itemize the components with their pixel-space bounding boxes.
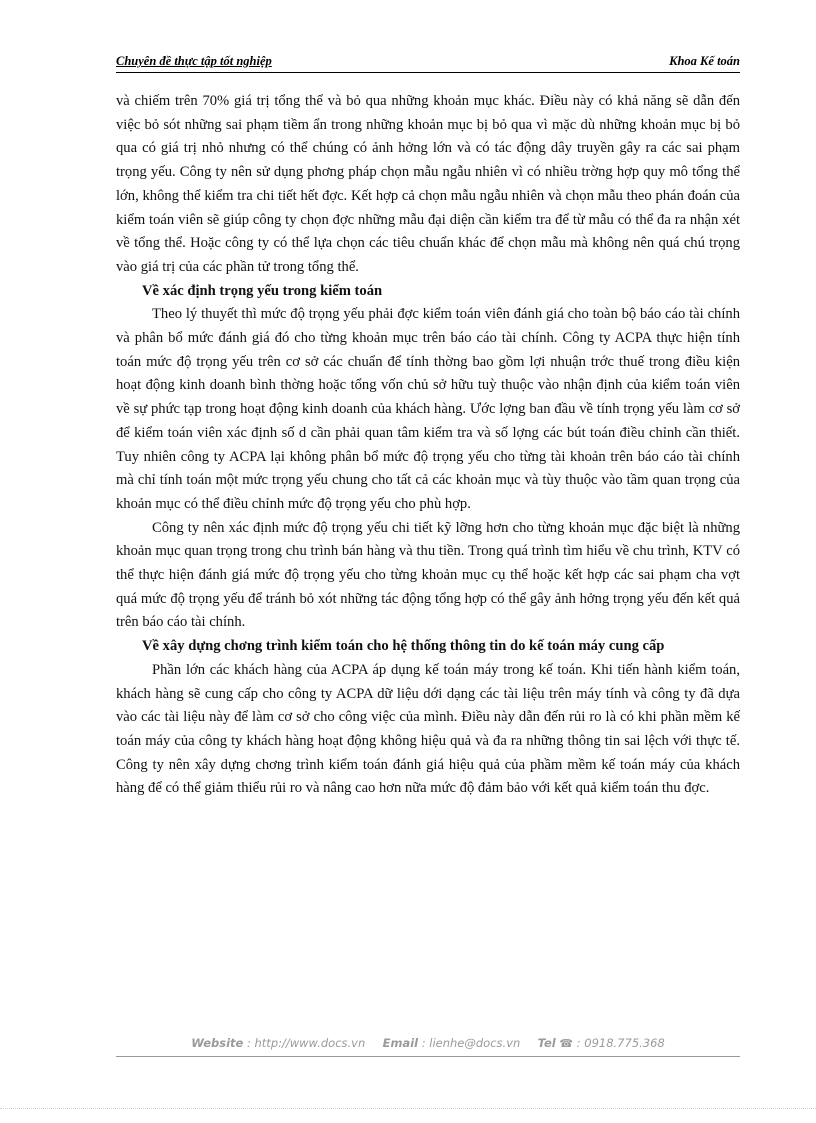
page-footer xyxy=(116,1036,740,1057)
page-bottom-divider xyxy=(0,1108,816,1109)
section-heading-computer-audit: Về xây dựng chơng trình kiểm toán cho hệ thống thông tin do kế toán máy cung cấp xyxy=(142,638,665,655)
paragraph-computer-audit: Phần lớn các khách hàng của ACPA áp dụng kế toán máy trong kế toán. Khi tiến hành kiểm toán, khách hàng sẽ cung cấp cho công ty ACPA dữ liệu dới dạng các tài liệu trên máy tính và công ty đã dựa vào các tài liệu này để làm cơ sở cho công việc của mình. Điều này dẫn đến rủi ro là có khi phần mềm kế toán máy của công ty khách hàng hoạt động không hiệu quả và đa ra những thông tin sai lệch với thực tế. Công ty nên xây dựng chơng trình kiểm toán đánh giá hiệu quả của phầm mềm kế toán máy của khách hàng để có thể giảm thiểu rủi ro và nâng cao hơn nữa mức độ đảm bảo với kết quả kiểm toán thu đợc. xyxy=(116,661,740,797)
section-heading-materiality: Về xác định trọng yếu trong kiểm toán xyxy=(142,282,383,299)
footer-tel-label: Tel xyxy=(537,1036,556,1050)
paragraph-continuation: và chiếm trên 70% giá trị tổng thể và bỏ qua những khoản mục khác. Điều này có khả năng sẽ dẫn đến việc bỏ sót những sai phạm tiềm ẩn trong những khoản mục bị bỏ qua vì mặc dù những khoản mục bị bỏ qua có giá trị nhỏ nhưng có thể chúng có ảnh hởng lớn và có tác động dây truyền gây ra các sai phạm trọng yếu. Công ty nên sử dụng phơng pháp chọn mẫu ngẫu nhiên vì có nhiều trờng hợp quy mô tổng thể lớn, không thể kiểm tra chi tiết hết đợc. Kết hợp cả chọn mẫu ngẫu nhiên và chọn mẫu theo phán đoán của kiểm toán viên sẽ giúp công ty chọn đợc những mẫu đại diện cần kiểm tra để từ mẫu có thể đa ra nhận xét về tổng thể. Hoặc công ty có thể lựa chọn các tiêu chuẩn khác để chọn mẫu mà không nên quá chú trọng vào giá trị của các phần tử trong tổng thể. xyxy=(116,93,740,275)
paragraph-materiality-theory: Theo lý thuyết thì mức độ trọng yếu phải đợc kiểm toán viên đánh giá cho toàn bộ báo cáo tài chính và phân bổ mức đánh giá đó cho từng khoản mục trên báo cáo tài chính. Công ty ACPA thực hiện tính toán mức độ trọng yếu trên cơ sở các chuẩn để tính thờng bao gồm lợi nhuận trớc thuế trong điều kiện hoạt động kinh doanh bình thờng hoặc tổng vốn chủ sở hữu tuỳ thuộc vào nhận định của kiểm toán viên về sự phức tạp trong hoạt động kinh doanh của khách hàng. Ước lợng ban đầu về tính trọng yếu làm cơ sở để kiểm toán viên xác định số d cần phải quan tâm kiểm tra và số lợng các bút toán điều chỉnh cần thiết. Tuy nhiên công ty ACPA lại không phân bổ mức độ trọng yếu cho từng tài khoản trên báo cáo tài chính mà chỉ tính toán một mức trọng yếu chung cho tất cả các khoản mục và tùy thuộc vào tầm quan trọng của khoản mục có thể điều chỉnh mức độ trọng yếu cho phù hợp. xyxy=(116,306,740,512)
page-header xyxy=(116,54,740,73)
paragraph-materiality-recommendation: Công ty nên xác định mức độ trọng yếu chi tiết kỹ lỡng hơn cho từng khoản mục đặc biệt là những khoản mục quan trọng trong chu trình bán hàng và thu tiền. Trong quá trình tìm hiểu về chu trình, KTV có thể thực hiện đánh giá mức độ trọng yếu cho từng khoản mục cụ thể hoặc kết hợp các sai phạm cha vợt quá mức độ trọng yếu để tránh bỏ xót những tác động tổng hợp có thể gây ảnh hởng trọng yếu đến kết quả trên báo cáo tài chính. xyxy=(116,519,740,631)
footer-website-label: Website xyxy=(191,1036,244,1050)
footer-website-link[interactable]: : http://www.docs.vn xyxy=(246,1036,366,1050)
header-title: Chuyên đề thực tập tốt nghiệp xyxy=(116,54,272,68)
footer-email-link[interactable]: : lienhe@docs.vn xyxy=(421,1036,521,1050)
phone-icon: ☎ xyxy=(559,1037,574,1050)
footer-email-label: Email xyxy=(382,1036,419,1050)
header-department: Khoa Kế toán xyxy=(669,54,740,68)
document-body xyxy=(116,90,740,801)
footer-tel-value: : 0918.775.368 xyxy=(576,1036,665,1050)
